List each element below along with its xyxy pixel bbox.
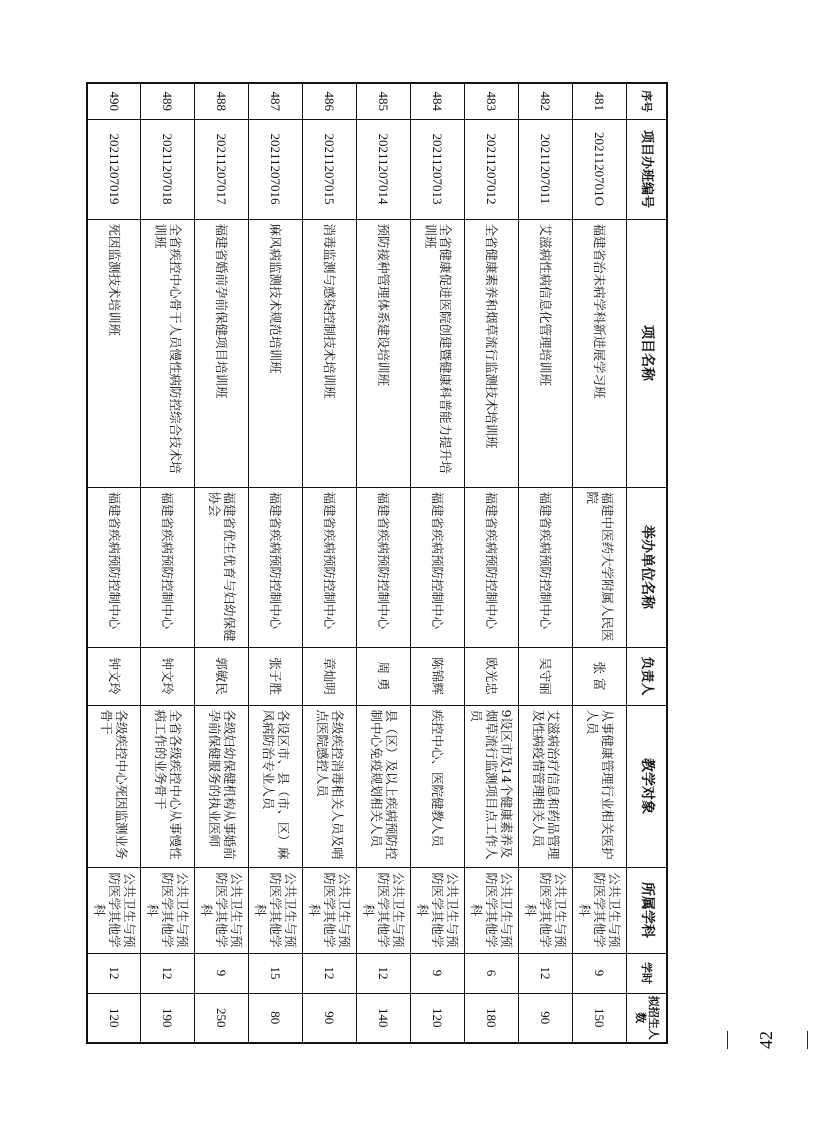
cell-org: 福建省疾病预防控制中心 — [249, 487, 303, 647]
cell-planned: 90 — [303, 993, 357, 1043]
cell-hours: 12 — [141, 953, 195, 993]
cell-planned: 180 — [465, 993, 519, 1043]
cell-discipline: 公共卫生与预防医学其他学科 — [519, 867, 573, 953]
header-planned: 拟招生人数 — [627, 993, 667, 1043]
table-row — [519, 83, 573, 1043]
cell-discipline: 公共卫生与预防医学其他学科 — [465, 867, 519, 953]
cell-code: 20211207014 — [357, 119, 411, 219]
header-hours: 学时 — [627, 953, 667, 993]
cell-planned: 140 — [357, 993, 411, 1043]
cell-discipline: 公共卫生与预防医学其他学科 — [357, 867, 411, 953]
cell-org: 福建省疾病预防控制中心 — [519, 487, 573, 647]
cell-planned: 250 — [195, 993, 249, 1043]
cell-code: 20211207017 — [195, 119, 249, 219]
cell-code: 20211207018 — [141, 119, 195, 219]
cell-leader: 周 勇 — [357, 647, 411, 705]
cell-seq: 484 — [411, 83, 465, 119]
cell-leader: 张 富 — [573, 647, 627, 705]
header-discipline: 所属学科 — [627, 867, 667, 953]
cell-audience: 9设区市及14个健康素养及烟草流行监测项目点工作人员 — [465, 705, 519, 867]
cell-planned: 120 — [411, 993, 465, 1043]
cell-discipline: 公共卫生与预防医学其他学科 — [573, 867, 627, 953]
cell-name: 全省疾控中心骨干人员慢性病防控综合技术培训班 — [141, 219, 195, 487]
table-row — [141, 83, 195, 1043]
cell-code: 20211207019 — [87, 119, 141, 219]
page-number: — 42 — — [716, 1031, 816, 1049]
cell-name: 福建省治未病学科新进展学习班 — [573, 219, 627, 487]
cell-name: 死因监测技术培训班 — [87, 219, 141, 487]
cell-hours: 12 — [303, 953, 357, 993]
table-header-row — [627, 83, 667, 1043]
cell-leader: 章灿明 — [303, 647, 357, 705]
cell-leader: 欧光忠 — [465, 647, 519, 705]
header-leader: 负责人 — [627, 647, 667, 705]
cell-seq: 483 — [465, 83, 519, 119]
cell-seq: 490 — [87, 83, 141, 119]
cell-name: 艾滋病性病信息化管理培训班 — [519, 219, 573, 487]
header-seq: 序号 — [627, 83, 667, 119]
cell-discipline: 公共卫生与预防医学其他学科 — [249, 867, 303, 953]
cell-audience: 各级疾控中心死因监测业务骨干 — [87, 705, 141, 867]
cell-seq: 482 — [519, 83, 573, 119]
cell-name: 预防接种管理体系建设培训班 — [357, 219, 411, 487]
cell-hours: 12 — [519, 953, 573, 993]
cell-planned: 80 — [249, 993, 303, 1043]
cell-seq: 481 — [573, 83, 627, 119]
cell-planned: 190 — [141, 993, 195, 1043]
table-row — [87, 83, 141, 1043]
cell-seq: 487 — [249, 83, 303, 119]
cell-discipline: 公共卫生与预防医学其他学科 — [303, 867, 357, 953]
cell-code: 20211207013 — [411, 119, 465, 219]
cell-audience: 各设区市、县（市、区）麻风病防治专业人员 — [249, 705, 303, 867]
cell-discipline: 公共卫生与预防医学其他学科 — [411, 867, 465, 953]
cell-audience: 各级疾控消毒相关人员及哨点医院感控人员 — [303, 705, 357, 867]
cell-hours: 12 — [357, 953, 411, 993]
table-row — [303, 83, 357, 1043]
cell-org: 福建省优生优育与妇幼保健协会 — [195, 487, 249, 647]
table-row — [573, 83, 627, 1043]
cell-code: 20211207011 — [519, 119, 573, 219]
table-row — [465, 83, 519, 1043]
cell-org: 福建省疾病预防控制中心 — [357, 487, 411, 647]
cell-hours: 12 — [87, 953, 141, 993]
cell-org: 福建省疾病预防控制中心 — [87, 487, 141, 647]
header-name: 项目名称 — [627, 219, 667, 487]
cell-audience: 县（区）及以上疾病预防控制中心免疫规划相关人员 — [357, 705, 411, 867]
cell-planned: 150 — [573, 993, 627, 1043]
cell-org: 福建省疾病预防控制中心 — [141, 487, 195, 647]
cell-hours: 15 — [249, 953, 303, 993]
cell-org: 福建省疾病预防控制中心 — [465, 487, 519, 647]
cell-seq: 485 — [357, 83, 411, 119]
cell-code: 20211207016 — [249, 119, 303, 219]
cell-audience: 疾控中心、医院健教人员 — [411, 705, 465, 867]
cell-audience: 全省各级疾控中心从事慢性病工作的业务骨干 — [141, 705, 195, 867]
header-code: 项目办班编号 — [627, 119, 667, 219]
rotated-table-container — [88, 82, 668, 1042]
cell-leader: 钟文玲 — [87, 647, 141, 705]
cell-seq: 486 — [303, 83, 357, 119]
cell-audience: 从事健康管理行业相关医护人员 — [573, 705, 627, 867]
cell-org: 福建中医药大学附属人民医院 — [573, 487, 627, 647]
cell-seq: 488 — [195, 83, 249, 119]
cell-leader: 郭敏民 — [195, 647, 249, 705]
cell-org: 福建省疾病预防控制中心 — [303, 487, 357, 647]
cell-seq: 489 — [141, 83, 195, 119]
cell-code: 2021120701O — [573, 119, 627, 219]
cell-planned: 120 — [87, 993, 141, 1043]
header-org: 举办单位名称 — [627, 487, 667, 647]
table-row — [357, 83, 411, 1043]
cell-planned: 90 — [519, 993, 573, 1043]
cell-audience: 艾滋病治疗信息和药品管理及性病疫情管理相关人员 — [519, 705, 573, 867]
cell-leader: 陈锦辉 — [411, 647, 465, 705]
table-row — [411, 83, 465, 1043]
cell-discipline: 公共卫生与预防医学其他学科 — [141, 867, 195, 953]
cell-leader: 张子胜 — [249, 647, 303, 705]
training-projects-table — [86, 82, 668, 1044]
cell-name: 全省健康促进医院创建暨健康科普能力提升培训班 — [411, 219, 465, 487]
cell-code: 20211207015 — [303, 119, 357, 219]
cell-discipline: 公共卫生与预防医学其他学科 — [87, 867, 141, 953]
cell-hours: 9 — [411, 953, 465, 993]
cell-name: 消毒监测与感染控制技术培训班 — [303, 219, 357, 487]
header-audience: 教学对象 — [627, 705, 667, 867]
cell-audience: 各级妇幼保健机构从事婚前孕前保健服务的执业医师 — [195, 705, 249, 867]
cell-name: 福建省婚前孕前保健项目培训班 — [195, 219, 249, 487]
cell-name: 麻风病监测技术规范培训班 — [249, 219, 303, 487]
cell-hours: 9 — [573, 953, 627, 993]
cell-hours: 6 — [465, 953, 519, 993]
cell-leader: 吴守丽 — [519, 647, 573, 705]
cell-hours: 9 — [195, 953, 249, 993]
cell-leader: 钟文玲 — [141, 647, 195, 705]
table-row — [195, 83, 249, 1043]
cell-code: 20211207012 — [465, 119, 519, 219]
cell-discipline: 公共卫生与预防医学其他学科 — [195, 867, 249, 953]
cell-org: 福建省疾病预防控制中心 — [411, 487, 465, 647]
table-row — [249, 83, 303, 1043]
cell-name: 全省健康素养和烟草流行监测技术培训班 — [465, 219, 519, 487]
